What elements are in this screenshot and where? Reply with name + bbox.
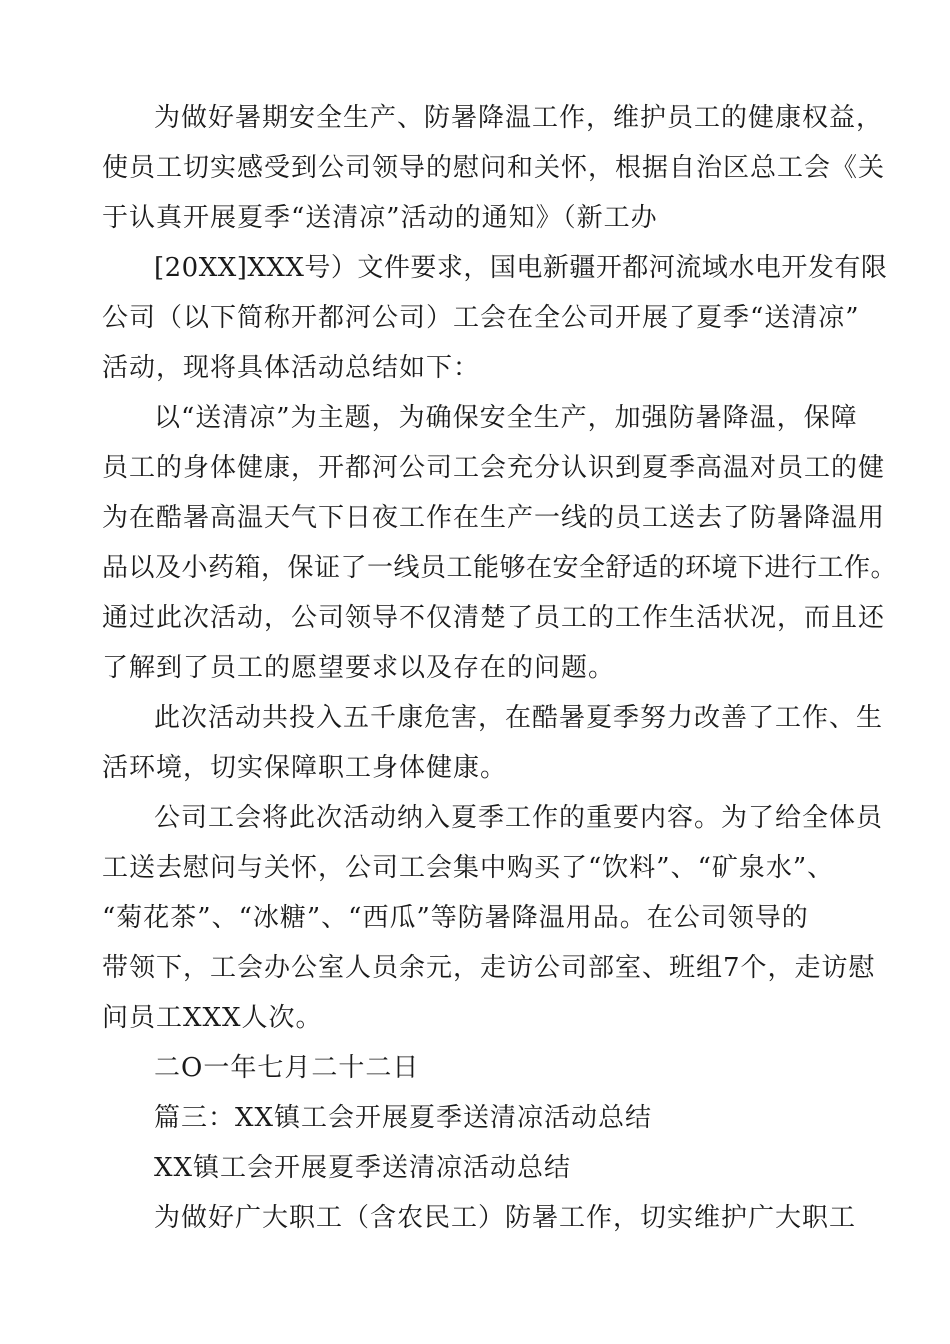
text-line: 通过此次活动，公司领导不仅清楚了员工的工作生活状况，而且还 [102,603,886,633]
text-line: 二O一年七月二十二日 [154,1053,420,1083]
text-line: 了解到了员工的愿望要求以及存在的问题。 [102,653,616,683]
text-line: 为做好暑期安全生产、防暑降温工作，维护员工的健康权益， [154,103,884,133]
text-line: 使员工切实感受到公司领导的慰问和关怀，根据自治区总工会《关 [102,153,886,183]
text-line: 为在酷暑高温天气下日夜工作在生产一线的员工送去了防暑降温用 [102,503,886,533]
text-line: 工送去慰问与关怀，公司工会集中购买了“饮料”、“矿泉水”、 [102,853,835,883]
document-title: XX镇工会开展夏季送清凉活动总结 [154,1153,572,1183]
text-line: 活环境，切实保障职工身体健康。 [102,753,508,783]
text-line: 公司（以下简称开都河公司）工会在全公司开展了夏季“送清凉” [102,303,860,333]
section-heading: 篇三：XX镇工会开展夏季送清凉活动总结 [154,1103,653,1133]
text-line: 品以及小药箱，保证了一线员工能够在安全舒适的环境下进行工作。 [102,553,898,583]
text-line: 公司工会将此次活动纳入夏季工作的重要内容。为了给全体员 [154,803,884,833]
text-line: 活动，现将具体活动总结如下： [102,353,481,383]
text-line: 此次活动共投入五千康危害，在酷暑夏季努力改善了工作、生 [154,703,884,733]
text-line: 带领下，工会办公室人员余元，走访公司部室、班组7个，走访慰 [102,953,876,983]
text-line: “菊花茶”、“冰糖”、“西瓜”等防暑降温用品。在公司领导的 [102,903,809,933]
text-line: 问员工XXX人次。 [102,1003,323,1033]
text-line: 员工的身体健康，开都河公司工会充分认识到夏季高温对员工的健 [102,453,886,483]
text-line: 为做好广大职工（含农民工）防暑工作，切实维护广大职工 [154,1203,857,1233]
text-line: [20XX]XXX号）文件要求，国电新疆开都河流域水电开发有限 [154,253,888,283]
text-line: 以“送清凉”为主题，为确保安全生产，加强防暑降温，保障 [154,403,858,433]
text-line: 于认真开展夏季“送清凉”活动的通知》（新工办 [102,203,658,233]
